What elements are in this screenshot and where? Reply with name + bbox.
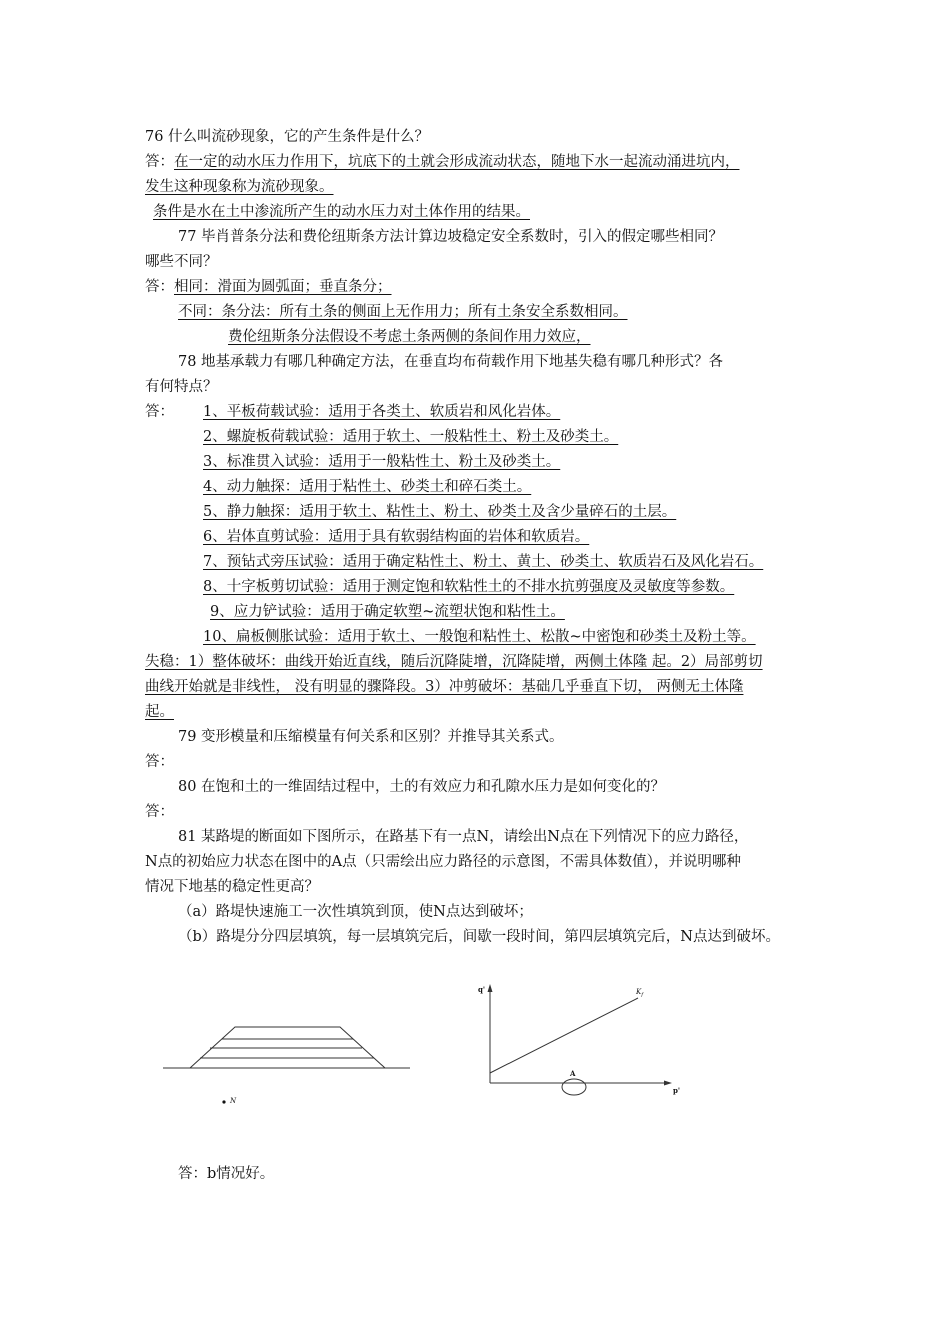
stress-path-figure <box>470 980 685 1100</box>
x-axis-arrow <box>664 1081 672 1086</box>
q81-case-a: （a）路堤快速施工一次性填筑到顶，使N点达到破坏； <box>178 904 533 920</box>
q76-answer-text1: 在一定的动水压力作用下，坑底下的土就会形成流动状态，随地下水一起流动涌进坑内， <box>174 154 740 170</box>
q77-answer-diff2 <box>228 328 591 346</box>
q76-answer-line1 <box>145 153 740 171</box>
embankment-figure <box>160 1020 415 1115</box>
q77-same-text: 相同：滑面为圆弧面；垂直条分； <box>174 279 392 295</box>
q78-method-1: 1、平板荷载试验：适用于各类土、软质岩和风化岩体。 <box>203 404 561 420</box>
q81-question-line1: 81 某路堤的断面如下图所示，在路基下有一点N，请绘出N点在下列情况下的应力路径， <box>178 829 749 845</box>
q78-method-5: 5、静力触探：适用于软土、粘性土、粉土、砂类土及含少量碎石的土层。 <box>203 504 677 520</box>
q78-method-3: 3、标准贯入试验：适用于一般粘性土、粉土及砂类土。 <box>203 454 561 470</box>
failure-line-kf <box>490 998 638 1073</box>
q77-diff2-text: 费伦纽斯条分法假设不考虑土条两侧的条间作用力效应， <box>228 329 591 345</box>
q78-method-6: 6、岩体直剪试验：适用于具有软弱结构面的岩体和软质岩。 <box>203 529 590 545</box>
x-axis-label: p' <box>673 1086 681 1095</box>
point-n-marker <box>222 1100 225 1103</box>
q81-case-b: （b）路堤分分四层填筑，每一层填筑完后，间歇一段时间，第四层填筑完后，N点达到破坏。 <box>178 929 780 945</box>
q78-method-10: 10、扁板侧胀试验：适用于软土、一般饱和粘性土、松散~中密饱和砂类土及粉土等。 <box>203 629 756 645</box>
answer-prefix: 答： <box>145 279 174 295</box>
answer-prefix: 答： <box>145 154 174 170</box>
q79-answer-prefix: 答： <box>145 754 174 770</box>
q78-question-line2: 有何特点？ <box>145 379 218 395</box>
kf-label: $K_f$ <box>636 988 644 998</box>
q78-method-2: 2、螺旋板荷载试验：适用于软土、一般粘性土、粉土及砂类土。 <box>203 429 619 445</box>
q78-question-line1: 78 地基承载力有哪几种确定方法，在垂直均布荷载作用下地基失稳有哪几种形式？各 <box>178 354 724 370</box>
q78-method-9: 9、应力铲试验：适用于确定软塑~流塑状饱和粘性土。 <box>210 604 565 620</box>
point-a-ellipse <box>562 1079 586 1095</box>
q77-question-line2: 哪些不同？ <box>145 254 218 270</box>
q78-failure-line1: 失稳：1）整体破坏：曲线开始近直线，随后沉降陡增，沉降陡增，两侧土体隆 起。2）局部剪切 <box>145 654 763 670</box>
q77-answer-diff1 <box>178 303 628 321</box>
q80-answer-prefix: 答： <box>145 804 174 820</box>
point-n-label: N <box>230 1097 237 1105</box>
q81-question-line3: 情况下地基的稳定性更高？ <box>145 879 319 895</box>
q76-answer-line3: 条件是水在土中渗流所产生的动水压力对土体作用的结果。 <box>153 204 530 220</box>
q78-method-8: 8、十字板剪切试验：适用于测定饱和软粘性土的不排水抗剪强度及灵敏度等参数。 <box>203 579 735 595</box>
point-a-label: A <box>570 1069 576 1078</box>
q77-diff-label: 不同： <box>178 304 222 320</box>
q78-failure-line3: 起。 <box>145 704 174 720</box>
y-axis-label: q' <box>478 985 486 994</box>
q78-method-7: 7、预钻式旁压试验：适用于确定粘性土、粉土、黄土、砂类土、软质岩石及风化岩石。 <box>203 554 764 570</box>
q80-question: 80 在饱和土的一维固结过程中，土的有效应力和孔隙水压力是如何变化的？ <box>178 779 666 795</box>
q76-question: 76 什么叫流砂现象，它的产生条件是什么？ <box>145 129 430 145</box>
q77-diff1-text: 条分法：所有土条的侧面上无作用力；所有土条安全系数相同。 <box>221 304 628 320</box>
q76-answer-line2: 发生这种现象称为流砂现象。 <box>145 179 334 195</box>
q77-answer-same <box>145 278 392 296</box>
q78-answer-prefix: 答： <box>145 404 174 420</box>
q78-method-4: 4、动力触探：适用于粘性土、砂类土和碎石类土。 <box>203 479 532 495</box>
q81-question-line2: N点的初始应力状态在图中的A点（只需绘出应力路径的示意图，不需具体数值），并说明哪种 <box>145 854 741 870</box>
q77-question-line1: 77 毕肖普条分法和费伦纽斯条方法计算边坡稳定安全系数时，引入的假定哪些相同？ <box>178 229 724 245</box>
y-axis-arrow <box>488 984 493 992</box>
q79-question: 79 变形模量和压缩模量有何关系和区别？并推导其关系式。 <box>178 729 564 745</box>
q78-failure-line2: 曲线开始就是非线性， 没有明显的骤降段。3）冲剪破坏：基础几乎垂直下切， 两侧无土体隆 <box>145 679 744 695</box>
q81-answer: 答：b情况好。 <box>178 1166 275 1182</box>
